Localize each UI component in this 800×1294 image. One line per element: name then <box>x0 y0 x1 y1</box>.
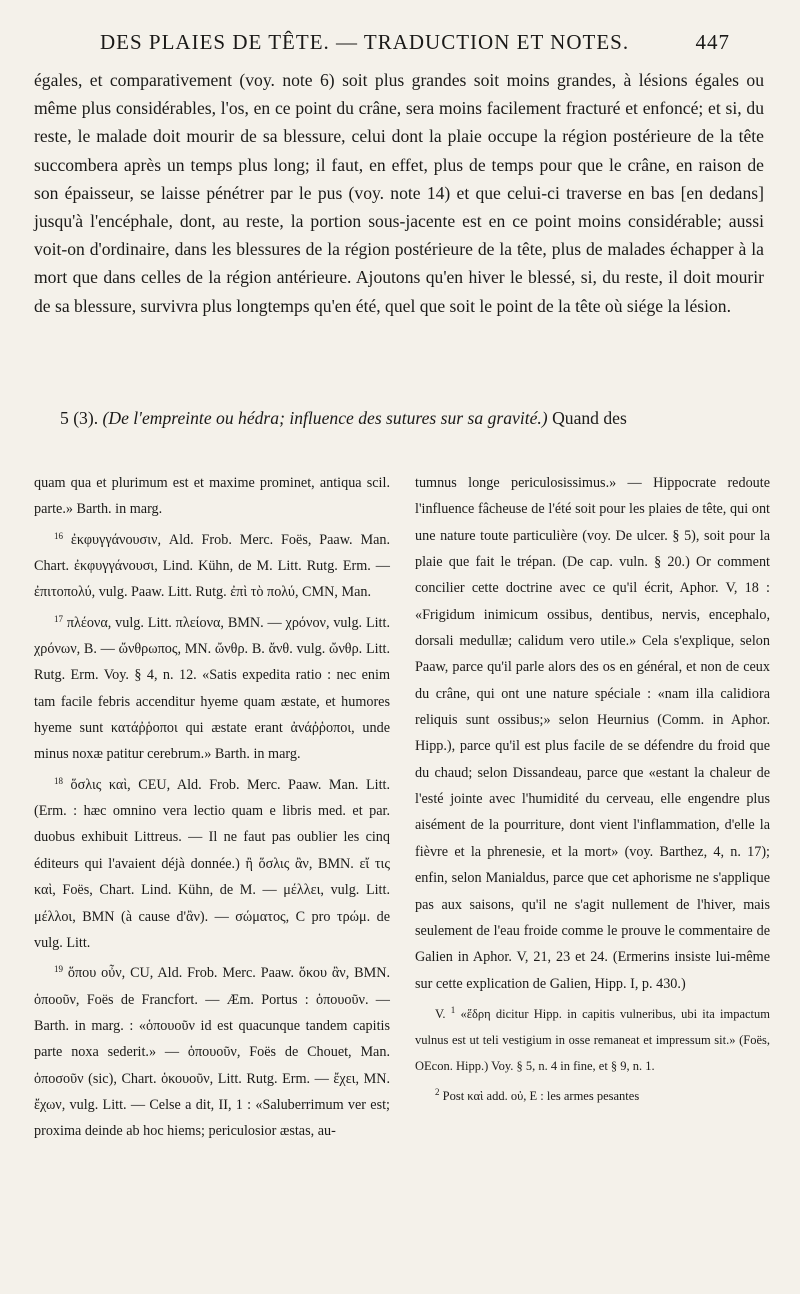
section-title: (De l'empreinte ou hédra; influence des sutures sur sa gravité.) <box>102 408 548 428</box>
note-17 <box>34 606 390 768</box>
note-v1-mark: 1 <box>450 1004 456 1015</box>
main-text <box>34 66 764 320</box>
page-number: 447 <box>695 30 730 54</box>
note-18-text: ὅσλις καὶ, CEU, Ald. Frob. Merc. Paaw. Man. Litt. (Erm. : hæc omnino vera lectio quam e libris med. et par. duobus exhibuit Littreus. — Il ne faut pas oublier les cinq éditeurs qui l'avaient déjà donnée.) ἢ ὅσλις ἂν, BMN. εἴ τις καὶ, Foës, Chart. Lind. Kühn, de M. — μέλλει, vulg. Litt. μέλλοι, BMN (à cause d'ἂν). — σώματος, C pro τρώμ. de vulg. Litt. <box>34 776 391 951</box>
section-number: 5 (3). <box>60 408 99 428</box>
notes-left-column <box>34 470 390 1145</box>
note-19 <box>34 956 390 1144</box>
note-18 <box>34 768 390 956</box>
note-v2 <box>415 1079 770 1109</box>
note-19-mark: 19 <box>54 964 63 975</box>
notes-right-column <box>415 470 770 1109</box>
note-17-mark: 17 <box>54 613 63 624</box>
note-v1-text: «ἕδρη dicitur Hipp. in capitis vulneribus, ubi ita impactum vulnus est ut teli vestigium in osse remaneat et impressum sit.» (Foës, OEcon. Hipp.) Voy. § 5, n. 4 in fine, et § 9, n. 1. <box>415 1006 770 1073</box>
note-v2-text: Post καὶ add. οὐ, E : les armes pesantes <box>442 1088 640 1103</box>
note-16 <box>34 523 390 606</box>
main-paragraph: égales, et comparativement (voy. note 6) soit plus grandes soit moins grandes, à lésions égales ou même plus considérables, l'os, en ce point du crâne, sera moins facilement fracturé et enfoncé; et si, du reste, le malade doit mourir de sa blessure, celui dont la plaie occupe la région postérieure de la tête succombera après un temps plus long; il faut, en effet, plus de temps pour que le crâne, en raison de son épaisseur, se laisse pénétrer par le pus (voy. note 14) et que celui-ci traverse en bas [en dedans] jusqu'à l'encéphale, dont, au reste, la portion sous-jacente est en ce point moins considérable; aussi voit-on d'ordinaire, dans les blessures de la région postérieure de la tête, plus de malades échapper à la mort que dans celles de la région antérieure. Ajoutons qu'en hiver le blessé, si, du reste, il doit mourir de sa blessure, survivra plus longtemps qu'en été, quel que soit le point de la tête où siége la lésion. <box>34 70 764 316</box>
section-heading <box>34 404 764 432</box>
running-title: DES PLAIES DE TÊTE. — TRADUCTION ET NOTES. <box>100 30 630 54</box>
note-18-mark: 18 <box>54 775 63 786</box>
running-header <box>100 30 730 56</box>
note-v2-mark: 2 <box>435 1086 440 1097</box>
note-17-text: πλέονα, vulg. Litt. πλείονα, BMN. — χρόνον, vulg. Litt. χρόνων, B. — ὤνθρωπος, MN. ὤνθρ. B. ἄνθ. vulg. ὤνθρ. Litt. Rutg. Erm. Voy. § 4, n. 12. «Satis expedita ratio : nec enim tam facile febris accenditur hyeme quam æstate, et humores hyeme sunt κατάῤῥοποι qui æstate erant ἀνάῤῥοποι, unde minus noxæ patitur cerebrum.» Barth. in marg. <box>34 614 390 763</box>
note-continuation-right: tumnus longe periculosissimus.» — Hippocrate redoute l'influence fâcheuse de l'été soit pour les plaies de tête, qui ont une nature toute particulière (voy. De ulcer. § 5), soit pour la plaie que fait le trépan. (De cap. vuln. § 20.) Or comment concilier cette doctrine avec ce qu'il écrit, Aphor. V, 18 : «Frigidum inimicum ossibus, dentibus, nervis, encephalo, dorsali medullæ; calidum vero utile.» Cela s'explique, selon Paaw, parce qu'il parle alors des os en général, et non de ceux du crâne, qui ont une nature spéciale : «nam illa calidiora reliquis sunt ossibus;» selon Heurnius (Comm. in Aphor. Hipp.), parce qu'il est plus facile de se défendre du froid que du chaud; selon Dissandeau, parce que «estant la chaleur de l'esté jointe avec l'humidité du cerveau, elle engendre plus aisément de la pourriture, dont vient l'inflammation, d'elle la fièvre et la phrenesie, et la mort» (voy. Barthez, 4, n. 17); enfin, selon Manialdus, parce que cet aphorisme ne s'applique pas aux saisons, qu'il ne s'agit nullement de l'hiver, mais seulement de l'eau froide comme le prouve le commentaire de Galien in Aphor. V, 21, 23 et 24. (Ermerins insiste lui-même sur cette explication de Galien, Hipp. I, p. 430.) <box>415 475 770 992</box>
note-v-label: V. <box>435 1006 446 1021</box>
note-v1 <box>415 997 770 1079</box>
note-19-text: ὅπου οὖν, CU, Ald. Frob. Merc. Paaw. ὅκου ἂν, BMN. ὁποοῦν, Foës de Francfort. — Æm. Portus : ὁπουοῦν. — Barth. in marg. : «ὁπουοῦν id est quacunque tandem capitis parte noxa sederit.» — ὁπουοῦν, Foës de Chouet, Man. ὁποσοῦν (sic), Chart. ὁκουοῦν, Litt. Rutg. Erm. — ἔχει, MN. ἔχων, vulg. Litt. — Celse a dit, II, 1 : «Saluberrimum ver est; proxima deinde ab hoc hiems; periculosior æstas, au- <box>34 965 390 1140</box>
note-16-mark: 16 <box>54 530 63 541</box>
note-continuation: quam qua et plurimum est et maxime prominet, antiqua scil. parte.» Barth. in marg. <box>34 475 390 518</box>
note-16-text: ἐκφυγγάνουσιν, Ald. Frob. Merc. Foës, Paaw. Man. Chart. ἐκφυγγάνουσι, Lind. Kühn, de M. Litt. Rutg. Erm. — ἐπιτοπολύ, vulg. Paaw. Litt. Rutg. ἐπὶ τὸ πολύ, CMN, Man. <box>34 531 391 601</box>
section-lead: Quand des <box>552 408 627 428</box>
